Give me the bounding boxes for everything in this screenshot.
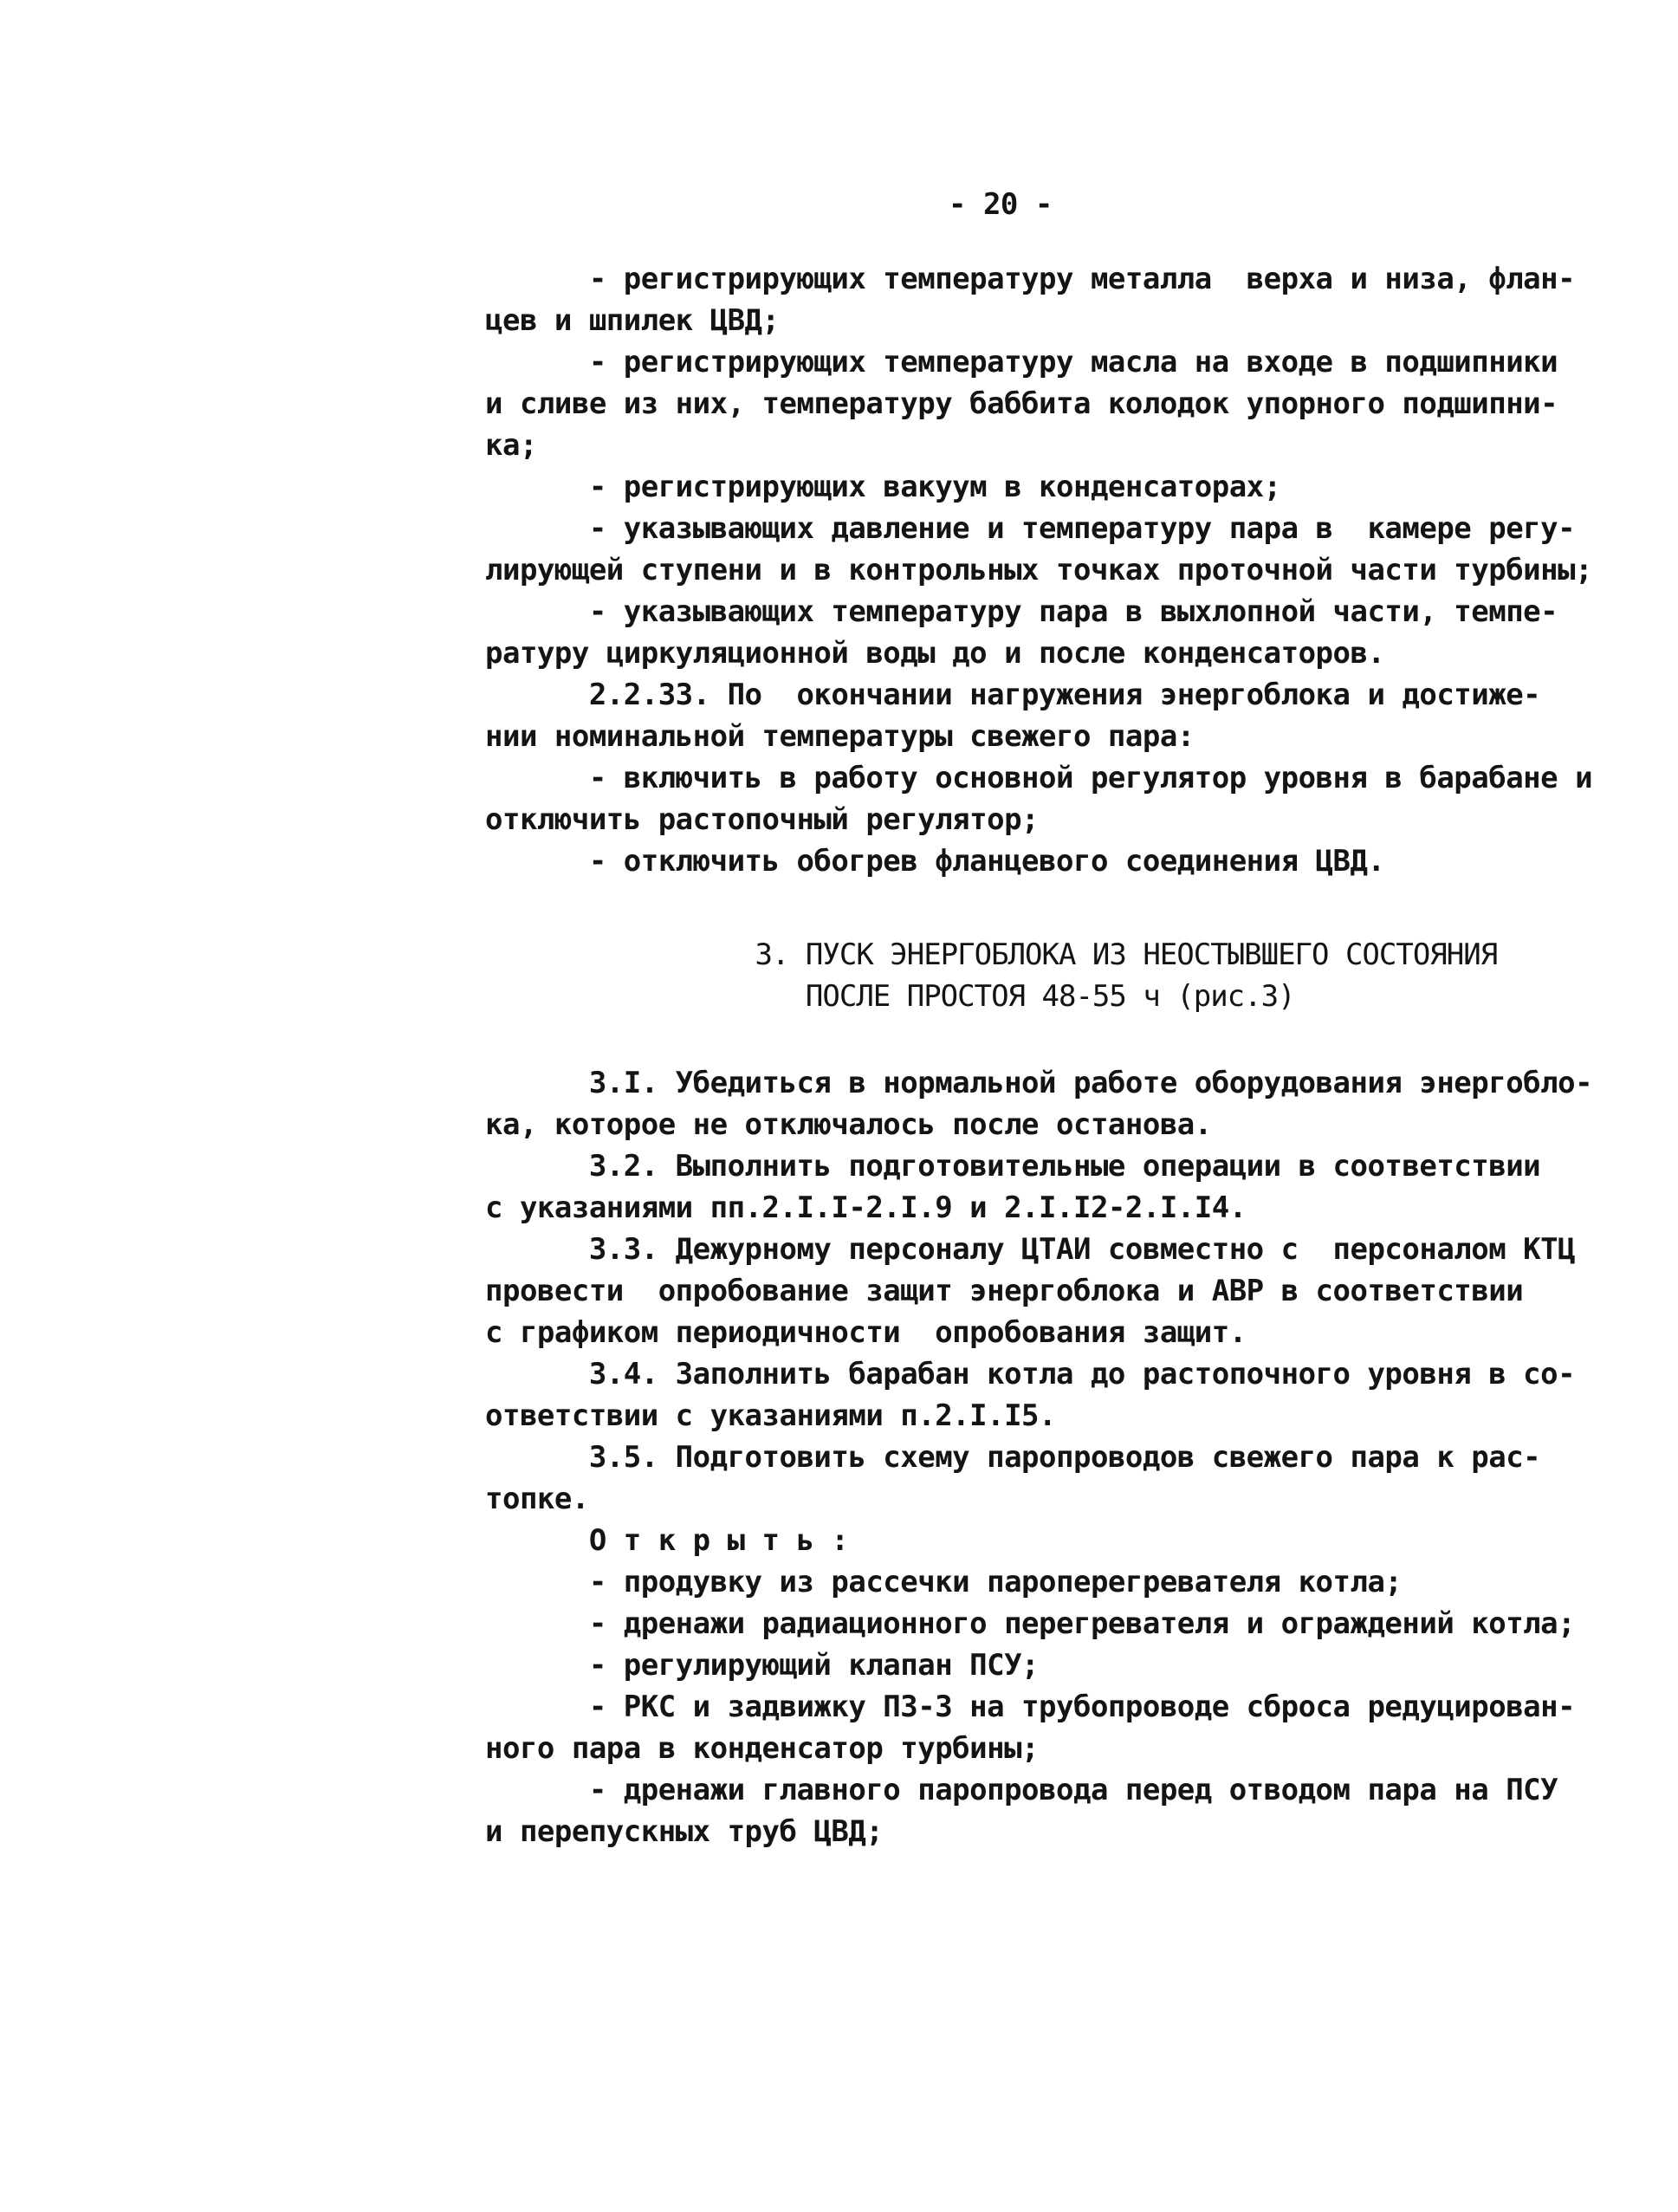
text-line: с графиком периодичности опробования защит. — [485, 1315, 1247, 1350]
text-line: - дренажи главного паропровода перед отводом пара на ПСУ — [485, 1773, 1558, 1807]
text-line: с указаниями пп.2.I.I-2.I.9 и 2.I.I2-2.I.I4. — [485, 1190, 1247, 1225]
section-heading-line-1: 3. ПУСК ЭНЕРГОБЛОКА ИЗ НЕОСТЫВШЕГО СОСТОЯНИЯ — [485, 937, 1498, 972]
text-line: лирующей ступени и в контрольных точках проточной части турбины; — [485, 553, 1593, 587]
spacer — [485, 1017, 1559, 1062]
text-line: 3.5. Подготовить схему паропроводов свежего пара к рас- — [485, 1440, 1541, 1475]
text-line: 3.3. Дежурному персоналу ЦТАИ совместно с персоналом КТЦ — [485, 1232, 1576, 1267]
text-line: 3.I. Убедиться в нормальной работе оборудования энергобло- — [485, 1066, 1593, 1100]
text-line: - регулирующий клапан ПСУ; — [485, 1648, 1040, 1683]
text-line: - регистрирующих вакуум в конденсаторах; — [485, 470, 1281, 504]
text-line: - включить в работу основной регулятор уровня в барабане и — [485, 761, 1593, 795]
text-line: ка; — [485, 428, 537, 463]
text-line: 3.2. Выполнить подготовительные операции в соответствии — [485, 1149, 1541, 1184]
text-line: ответствии с указаниями п.2.I.I5. — [485, 1398, 1057, 1433]
text-line: - регистрирующих температуру масла на входе в подшипники — [485, 345, 1558, 379]
text-line: - указывающих давление и температуру пара в камере регу- — [485, 511, 1576, 546]
text-line: - указывающих температуру пара в выхлопной части, темпе- — [485, 594, 1558, 629]
text-line: провести опробование защит энергоблока и АВР в соответствии — [485, 1274, 1524, 1308]
text-line: цев и шпилек ЦВД; — [485, 303, 780, 338]
text-line: 2.2.33. По окончании нагружения энергоблока и достиже- — [485, 678, 1541, 712]
text-line: 3.4. Заполнить барабан котла до растопочного уровня в со- — [485, 1357, 1576, 1391]
text-line: нии номинальной температуры свежего пара: — [485, 719, 1195, 754]
text-line: ка, которое не отключалось после останова. — [485, 1107, 1212, 1142]
text-line: - регистрирующих температуру металла верха и низа, флан- — [485, 262, 1576, 296]
text-line: - отключить обогрев фланцевого соединения ЦВД. — [485, 844, 1385, 879]
text-line: и сливе из них, температуру баббита колодок упорного подшипни- — [485, 386, 1558, 421]
section-heading — [485, 934, 1559, 1017]
text-line: О т к р ы т ь : — [485, 1523, 849, 1558]
text-line: ратуру циркуляционной воды до и после конденсаторов. — [485, 636, 1385, 671]
document-body — [485, 258, 1593, 1852]
text-line: - продувку из рассечки пароперегревателя котла; — [485, 1565, 1403, 1599]
top-paragraphs — [485, 258, 1593, 882]
section-heading-line-2: ПОСЛЕ ПРОСТОЯ 48-55 ч (рис.3) — [485, 979, 1295, 1014]
text-line: топке. — [485, 1482, 589, 1516]
text-line: отключить растопочный регулятор; — [485, 802, 1040, 837]
page-number: - 20 - — [949, 187, 1053, 222]
spacer — [485, 882, 1559, 934]
text-line: ного пара в конденсатор турбины; — [485, 1731, 1040, 1766]
bottom-paragraphs — [485, 1062, 1593, 1852]
text-line: и перепускных труб ЦВД; — [485, 1814, 884, 1849]
text-line: - дренажи радиационного перегревателя и ограждений котла; — [485, 1606, 1576, 1641]
text-line: - РКС и задвижку ПЗ-3 на трубопроводе сброса редуцирован- — [485, 1690, 1576, 1724]
